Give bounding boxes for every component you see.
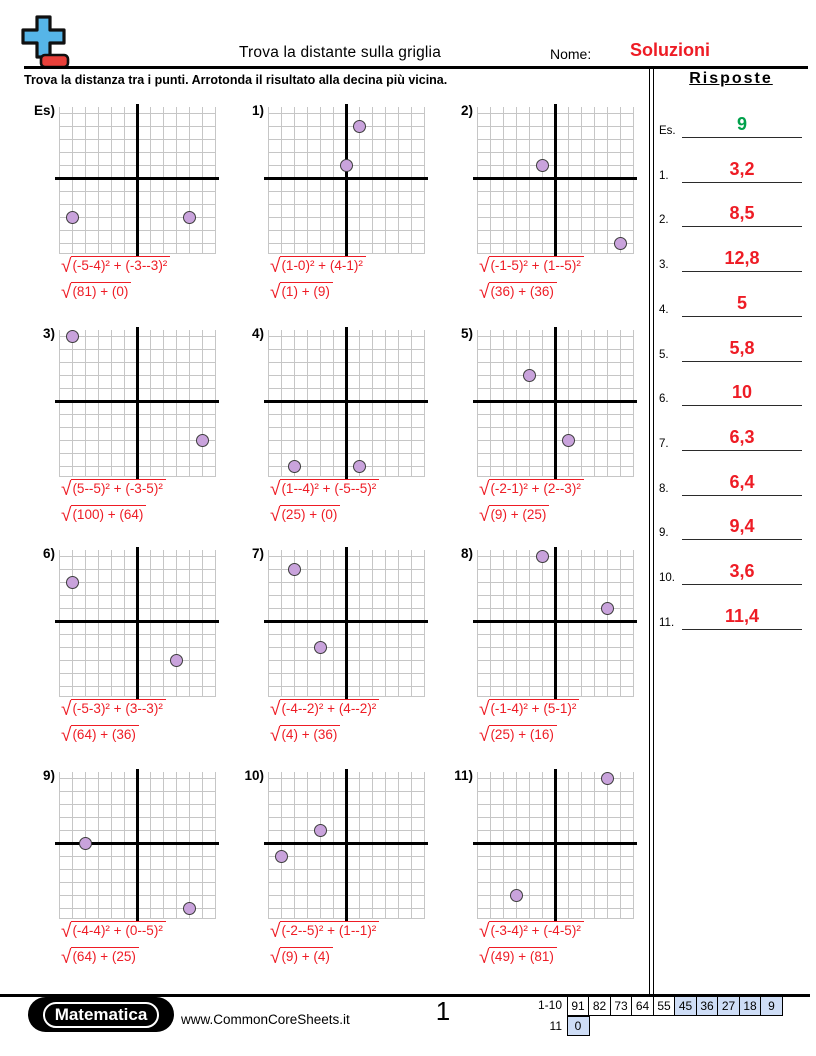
point-marker: [353, 120, 366, 133]
answer-row: [656, 149, 804, 183]
simplified-formula: [61, 725, 139, 746]
answer-row: [656, 506, 804, 540]
sqrt-symbol: √: [270, 282, 281, 303]
answer-row: [656, 551, 804, 585]
answer-blank-line: [682, 450, 802, 451]
point-marker: [536, 159, 549, 172]
point-marker: [510, 889, 523, 902]
x-axis: [55, 620, 219, 623]
answer-blank-line: [682, 271, 802, 272]
problem-label: 9): [42, 768, 55, 783]
problem-label: 5): [460, 326, 473, 341]
point-marker: [340, 159, 353, 172]
sqrt-symbol: √: [270, 699, 281, 720]
formula-expression: (-5-4)² + (-3--3)²: [71, 256, 170, 273]
plus-icon: [23, 17, 64, 57]
point-marker: [523, 369, 536, 382]
simplified-formula: [479, 947, 557, 968]
sqrt-symbol: √: [61, 505, 72, 526]
point-marker: [79, 837, 92, 850]
y-axis: [554, 547, 557, 699]
coordinate-grid: [59, 772, 216, 919]
problem-label: 6): [42, 546, 55, 561]
x-axis: [473, 842, 637, 845]
name-label: Nome:: [550, 46, 592, 62]
point-marker: [170, 654, 183, 667]
coordinate-grid: [477, 550, 634, 697]
problem-label: 2): [460, 103, 473, 118]
answer-value: 8,5: [729, 203, 755, 224]
formula-expression: (100) + (64): [71, 505, 146, 522]
point-marker: [601, 602, 614, 615]
x-axis: [264, 620, 428, 623]
answer-row: [656, 104, 804, 138]
sqrt-symbol: √: [479, 921, 490, 942]
student-name-value: Soluzioni: [630, 40, 710, 60]
sqrt-symbol: √: [479, 725, 490, 746]
answer-number: 1.: [659, 169, 669, 182]
answer-number: 10.: [659, 572, 675, 584]
coordinate-grid: [268, 772, 425, 919]
answer-row: [656, 238, 804, 272]
score-row2-label: 11: [549, 1019, 562, 1033]
coordinate-grid: [268, 550, 425, 697]
score-cell: 0: [567, 1016, 590, 1036]
answer-number: 8.: [659, 482, 669, 495]
coordinate-grid: [268, 330, 425, 477]
x-axis: [55, 400, 219, 403]
formula-expression: (-4-4)² + (0--5)²: [71, 921, 165, 938]
problem-label: Es): [33, 103, 55, 118]
simplified-formula: [270, 947, 333, 968]
y-axis: [136, 769, 139, 921]
score-row-1: [568, 996, 783, 1016]
point-marker: [562, 434, 575, 447]
sqrt-symbol: √: [270, 921, 281, 942]
formula-expression: (-3-4)² + (-4-5)²: [489, 921, 583, 938]
problem-label: 11): [454, 768, 473, 783]
answer-value: 6,3: [729, 426, 755, 447]
x-axis: [264, 842, 428, 845]
distance-formula: [270, 479, 379, 500]
answer-row: [656, 193, 804, 227]
sqrt-symbol: √: [479, 699, 490, 720]
formula-expression: (-2--5)² + (1--1)²: [280, 921, 379, 938]
answer-blank-line: [682, 361, 802, 362]
answer-number: 2.: [659, 214, 669, 227]
coordinate-grid: [59, 550, 216, 697]
answers-title: Risposte: [689, 70, 773, 87]
answer-blank-line: [682, 539, 802, 540]
brand-name: Matematica: [43, 1002, 160, 1028]
point-marker: [275, 850, 288, 863]
answer-row: [656, 328, 804, 362]
sqrt-symbol: √: [61, 256, 72, 277]
simplified-formula: [61, 282, 131, 303]
y-axis: [554, 327, 557, 479]
point-marker: [183, 211, 196, 224]
distance-formula: [61, 699, 166, 720]
formula-expression: (9) + (4): [280, 947, 332, 964]
point-marker: [66, 211, 79, 224]
sqrt-symbol: √: [61, 479, 72, 500]
x-axis: [473, 400, 637, 403]
formula-expression: (81) + (0): [71, 282, 131, 299]
point-marker: [314, 641, 327, 654]
sqrt-symbol: √: [479, 479, 490, 500]
answer-blank-line: [682, 495, 802, 496]
point-marker: [288, 563, 301, 576]
answer-row: [656, 372, 804, 406]
answer-blank-line: [682, 316, 802, 317]
sqrt-symbol: √: [270, 505, 281, 526]
formula-expression: (49) + (81): [489, 947, 556, 964]
formula-expression: (-2-1)² + (2--3)²: [489, 479, 583, 496]
score-cell: 36: [696, 996, 719, 1016]
coordinate-grid: [477, 772, 634, 919]
formula-expression: (5--5)² + (-3-5)²: [71, 479, 165, 496]
sqrt-symbol: √: [479, 256, 490, 277]
instructions-text: Trova la distanza tra i punti. Arrotonda il risultato alla decina più vicina.: [24, 73, 448, 87]
problem-label: 10): [244, 768, 264, 783]
answer-value: 12,8: [724, 248, 760, 269]
distance-formula: [61, 479, 166, 500]
y-axis: [345, 547, 348, 699]
formula-expression: (-1-4)² + (5-1)²: [489, 699, 579, 716]
answer-value: 11,4: [724, 605, 760, 626]
coordinate-grid: [477, 330, 634, 477]
answers-divider-line: [649, 68, 654, 995]
answer-blank-line: [682, 405, 802, 406]
answer-value: 10: [731, 382, 753, 403]
answer-number: 11.: [659, 616, 675, 629]
y-axis: [554, 104, 557, 256]
answer-blank-line: [682, 137, 802, 138]
formula-expression: (64) + (36): [71, 725, 138, 742]
score-cell: 27: [717, 996, 740, 1016]
formula-expression: (25) + (0): [280, 505, 340, 522]
formula-expression: (4) + (36): [280, 725, 340, 742]
formula-expression: (25) + (16): [489, 725, 556, 742]
simplified-formula: [61, 947, 139, 968]
x-axis: [473, 177, 637, 180]
formula-expression: (1--4)² + (-5--5)²: [280, 479, 379, 496]
answer-blank-line: [682, 226, 802, 227]
sqrt-symbol: √: [61, 947, 72, 968]
answer-row: [656, 462, 804, 496]
y-axis: [136, 104, 139, 256]
formula-expression: (-1-5)² + (1--5)²: [489, 256, 583, 273]
y-axis: [345, 769, 348, 921]
score-cell: 18: [739, 996, 762, 1016]
answer-value: 9,4: [729, 516, 755, 537]
score-cell: 73: [610, 996, 633, 1016]
score-cell: 55: [653, 996, 676, 1016]
distance-formula: [61, 921, 166, 942]
distance-formula: [479, 479, 584, 500]
answer-row: [656, 283, 804, 317]
sqrt-symbol: √: [270, 947, 281, 968]
plus-minus-logo: [20, 14, 72, 70]
answer-row: [656, 417, 804, 451]
answer-number: 4.: [659, 303, 669, 316]
point-marker: [314, 824, 327, 837]
simplified-formula: [270, 505, 340, 526]
coordinate-grid: [477, 107, 634, 254]
y-axis: [345, 104, 348, 256]
header-rule: [24, 66, 808, 69]
answer-value: 3,2: [729, 158, 755, 179]
problem-label: 7): [251, 546, 264, 561]
formula-expression: (1-0)² + (4-1)²: [280, 256, 365, 273]
brand-badge: [28, 997, 174, 1032]
formula-expression: (64) + (25): [71, 947, 138, 964]
point-marker: [601, 772, 614, 785]
sqrt-symbol: √: [479, 947, 490, 968]
distance-formula: [479, 699, 579, 720]
score-cell: 91: [567, 996, 590, 1016]
simplified-formula: [479, 725, 557, 746]
formula-expression: (1) + (9): [280, 282, 332, 299]
sqrt-symbol: √: [479, 282, 490, 303]
simplified-formula: [61, 505, 146, 526]
score-row-2: [568, 1016, 590, 1036]
point-marker: [66, 330, 79, 343]
problem-label: 8): [460, 546, 473, 561]
coordinate-grid: [268, 107, 425, 254]
page-title: Trova la distante sulla griglia: [238, 44, 442, 61]
x-axis: [264, 400, 428, 403]
answer-value: 5,8: [729, 337, 755, 358]
problem-label: 3): [42, 326, 55, 341]
page-number: 1: [435, 996, 451, 1026]
answer-number: 6.: [659, 393, 669, 406]
x-axis: [55, 177, 219, 180]
website-url: www.CommonCoreSheets.it: [181, 1012, 350, 1027]
formula-expression: (-5-3)² + (3--3)²: [71, 699, 165, 716]
sqrt-symbol: √: [61, 921, 72, 942]
sqrt-symbol: √: [61, 699, 72, 720]
coordinate-grid: [59, 330, 216, 477]
point-marker: [288, 460, 301, 473]
x-axis: [473, 620, 637, 623]
answer-number: 7.: [659, 437, 669, 450]
answer-blank-line: [682, 182, 802, 183]
answer-blank-line: [682, 629, 802, 630]
sqrt-symbol: √: [61, 725, 72, 746]
distance-formula: [270, 256, 366, 277]
coordinate-grid: [59, 107, 216, 254]
score-cell: 64: [631, 996, 654, 1016]
simplified-formula: [479, 282, 557, 303]
distance-formula: [479, 256, 584, 277]
simplified-formula: [479, 505, 549, 526]
answer-value: 6,4: [729, 471, 755, 492]
y-axis: [345, 327, 348, 479]
answer-number: 9.: [659, 527, 669, 540]
simplified-formula: [270, 725, 340, 746]
distance-formula: [270, 699, 379, 720]
answer-blank-line: [682, 584, 802, 585]
problem-label: 4): [251, 326, 264, 341]
formula-expression: (36) + (36): [489, 282, 556, 299]
score-row1-label: 1-10: [537, 998, 562, 1012]
sqrt-symbol: √: [479, 505, 490, 526]
y-axis: [136, 327, 139, 479]
y-axis: [554, 769, 557, 921]
problem-label: 1): [251, 103, 264, 118]
formula-expression: (9) + (25): [489, 505, 549, 522]
answer-value: 3,6: [729, 561, 755, 581]
sqrt-symbol: √: [270, 256, 281, 277]
point-marker: [353, 460, 366, 473]
answer-row: [656, 596, 804, 630]
sqrt-symbol: √: [61, 282, 72, 303]
answer-number: Es.: [659, 125, 676, 137]
point-marker: [614, 237, 627, 250]
distance-formula: [61, 256, 170, 277]
distance-formula: [479, 921, 584, 942]
point-marker: [196, 434, 209, 447]
distance-formula: [270, 921, 379, 942]
answer-number: 3.: [659, 259, 669, 272]
score-cell: 45: [674, 996, 697, 1016]
sqrt-symbol: √: [270, 725, 281, 746]
score-cell: 9: [760, 996, 783, 1016]
point-marker: [66, 576, 79, 589]
sqrt-symbol: √: [270, 479, 281, 500]
answer-number: 5.: [659, 348, 669, 361]
simplified-formula: [270, 282, 333, 303]
answer-value: 9: [736, 114, 747, 134]
answer-value: 5: [736, 292, 747, 313]
y-axis: [136, 547, 139, 699]
score-cell: 82: [588, 996, 611, 1016]
x-axis: [264, 177, 428, 180]
formula-expression: (-4--2)² + (4--2)²: [280, 699, 379, 716]
point-marker: [536, 550, 549, 563]
point-marker: [183, 902, 196, 915]
